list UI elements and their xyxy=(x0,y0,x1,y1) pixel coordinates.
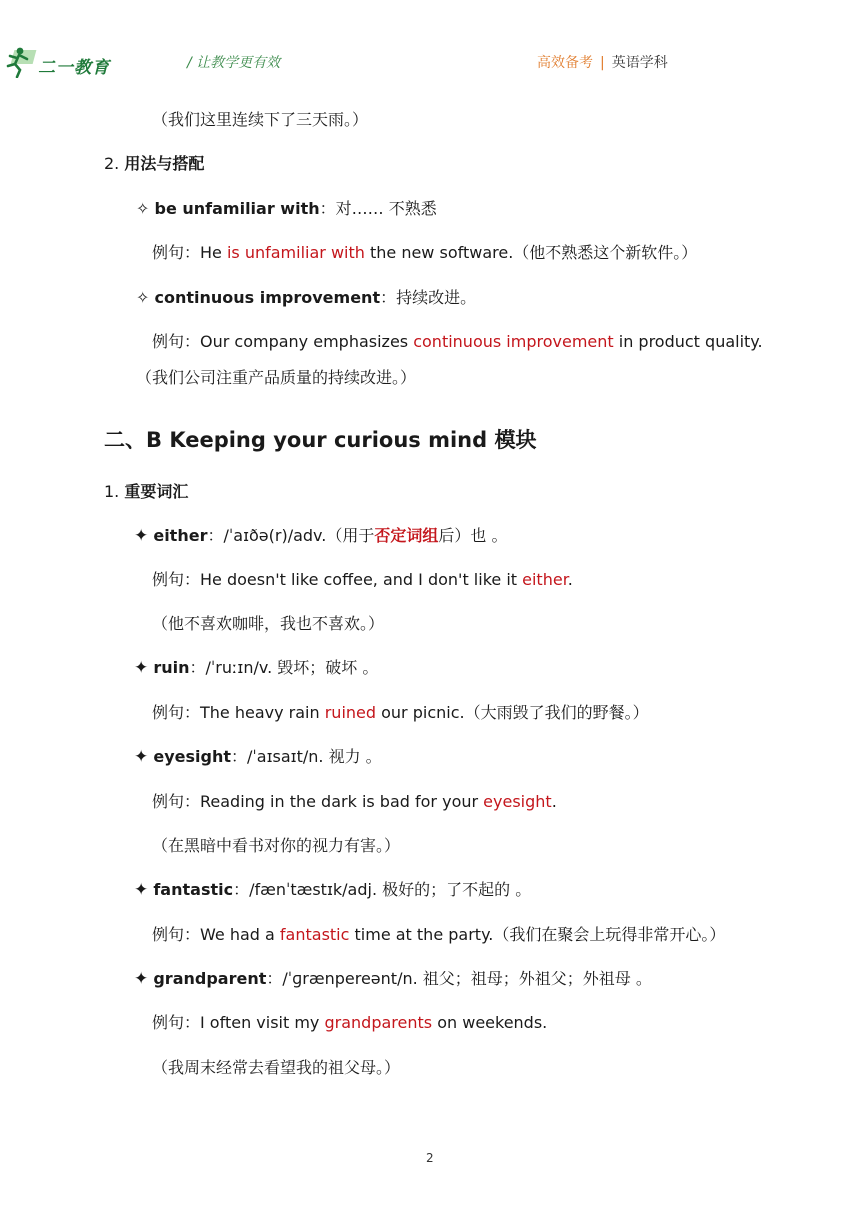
collocation-term: continuous improvement xyxy=(154,288,381,307)
star-bullet-icon: ✦ xyxy=(134,969,149,989)
collocation-definition: ：持续改进。 xyxy=(380,288,477,307)
example-sentence xyxy=(152,243,697,263)
vocab-item-ruin xyxy=(134,658,378,678)
collocation-item xyxy=(136,199,437,219)
slogan: / 让教学更有效 xyxy=(187,55,281,71)
vocab-item-either xyxy=(134,526,507,546)
vocab-definition: ：/ˈaɪsaɪt/n. 视力 。 xyxy=(230,747,382,766)
header-separator: | xyxy=(600,55,605,71)
example-text-tail: the new software.（他不熟悉这个新软件。） xyxy=(364,243,698,262)
example-text-tail: time at the party.（我们在聚会上玩得非常开心。） xyxy=(349,925,726,944)
example-text: 例句：The heavy rain xyxy=(152,703,325,722)
collocation-item xyxy=(136,288,476,308)
collocation-term: be unfamiliar with xyxy=(154,199,320,218)
example-text: 例句：We had a xyxy=(152,925,280,944)
example-sentence xyxy=(152,1013,547,1033)
example-highlight: continuous improvement xyxy=(413,332,614,351)
example-highlight: fantastic xyxy=(279,925,350,944)
vocab-word: grandparent xyxy=(153,969,267,988)
example-sentence xyxy=(152,332,763,352)
translation-line: （他不喜欢咖啡，我也不喜欢。） xyxy=(152,614,385,633)
star-bullet-icon: ✦ xyxy=(134,880,149,900)
star-bullet-icon: ✦ xyxy=(134,747,149,767)
vocab-word: eyesight xyxy=(153,747,231,766)
star-bullet-icon: ✦ xyxy=(134,526,149,546)
header-right xyxy=(537,52,668,72)
definition-highlight: 否定词组 xyxy=(374,526,439,545)
example-text-tail: . xyxy=(567,570,573,589)
example-sentence xyxy=(152,570,573,590)
page-number: 2 xyxy=(426,1151,434,1165)
vocab-item-grandparent xyxy=(134,969,652,989)
example-text: 例句：He xyxy=(152,243,227,262)
diamond-outline-icon: ✧ xyxy=(136,288,150,307)
example-text-tail: on weekends. xyxy=(432,1013,548,1032)
example-highlight: either xyxy=(522,570,568,589)
example-sentence xyxy=(152,792,557,812)
section-title: 二、B Keeping your curious mind 模块 xyxy=(104,428,537,452)
subsection-title: 重要词汇 xyxy=(124,482,189,501)
vocab-word: fantastic xyxy=(153,880,234,899)
star-bullet-icon: ✦ xyxy=(134,658,149,678)
vocab-definition-tail: 后）也 。 xyxy=(438,526,508,545)
subsection-heading xyxy=(104,482,188,502)
logo-text: 二一教育 xyxy=(38,58,110,78)
subsection-heading xyxy=(104,154,204,174)
example-text: 例句：Reading in the dark is bad for your xyxy=(152,792,484,811)
header xyxy=(0,40,860,80)
collocation-definition: ：对…… 不熟悉 xyxy=(319,199,437,218)
example-sentence xyxy=(152,925,725,945)
example-text: 例句：Our company emphasizes xyxy=(152,332,414,351)
example-highlight: eyesight xyxy=(483,792,552,811)
vocab-definition: ：/fænˈtæstɪk/adj. 极好的；了不起的 。 xyxy=(233,880,532,899)
vocab-definition: ：/ˈaɪðə(r)/adv.（用于 xyxy=(207,526,375,545)
example-highlight: grandparents xyxy=(324,1013,433,1032)
example-text: 例句：I often visit my xyxy=(152,1013,325,1032)
vocab-word: ruin xyxy=(153,658,190,677)
vocab-item-fantastic xyxy=(134,880,531,900)
subsection-number: 1. xyxy=(104,482,120,501)
header-subject-label: 英语学科 xyxy=(611,55,668,71)
vocab-definition: ：/ˈɡrænpereənt/n. 祖父；祖母；外祖父；外祖母 。 xyxy=(266,969,652,988)
subsection-title: 用法与搭配 xyxy=(124,154,205,173)
example-highlight: is unfamiliar with xyxy=(226,243,365,262)
example-text-tail: our picnic.（大雨毁了我们的野餐。） xyxy=(376,703,649,722)
vocab-definition: ：/ˈruːɪn/v. 毁坏；破坏 。 xyxy=(189,658,379,677)
translation-line: （我们公司注重产品质量的持续改进。） xyxy=(136,368,417,387)
translation-line: （我们这里连续下了三天雨。） xyxy=(152,110,369,129)
translation-line: （在黑暗中看书对你的视力有害。） xyxy=(152,836,401,855)
example-text: 例句：He doesn't like coffee, and I don't like it xyxy=(152,570,523,589)
header-exam-label: 高效备考 xyxy=(537,55,593,71)
example-sentence xyxy=(152,703,649,723)
example-text-tail: . xyxy=(551,792,557,811)
example-text-tail: in product quality. xyxy=(613,332,763,351)
subsection-number: 2. xyxy=(104,154,120,173)
diamond-outline-icon: ✧ xyxy=(136,199,150,218)
vocab-item-eyesight xyxy=(134,747,382,767)
example-highlight: ruined xyxy=(324,703,377,722)
vocab-word: either xyxy=(153,526,208,545)
translation-line: （我周末经常去看望我的祖父母。） xyxy=(152,1058,401,1077)
